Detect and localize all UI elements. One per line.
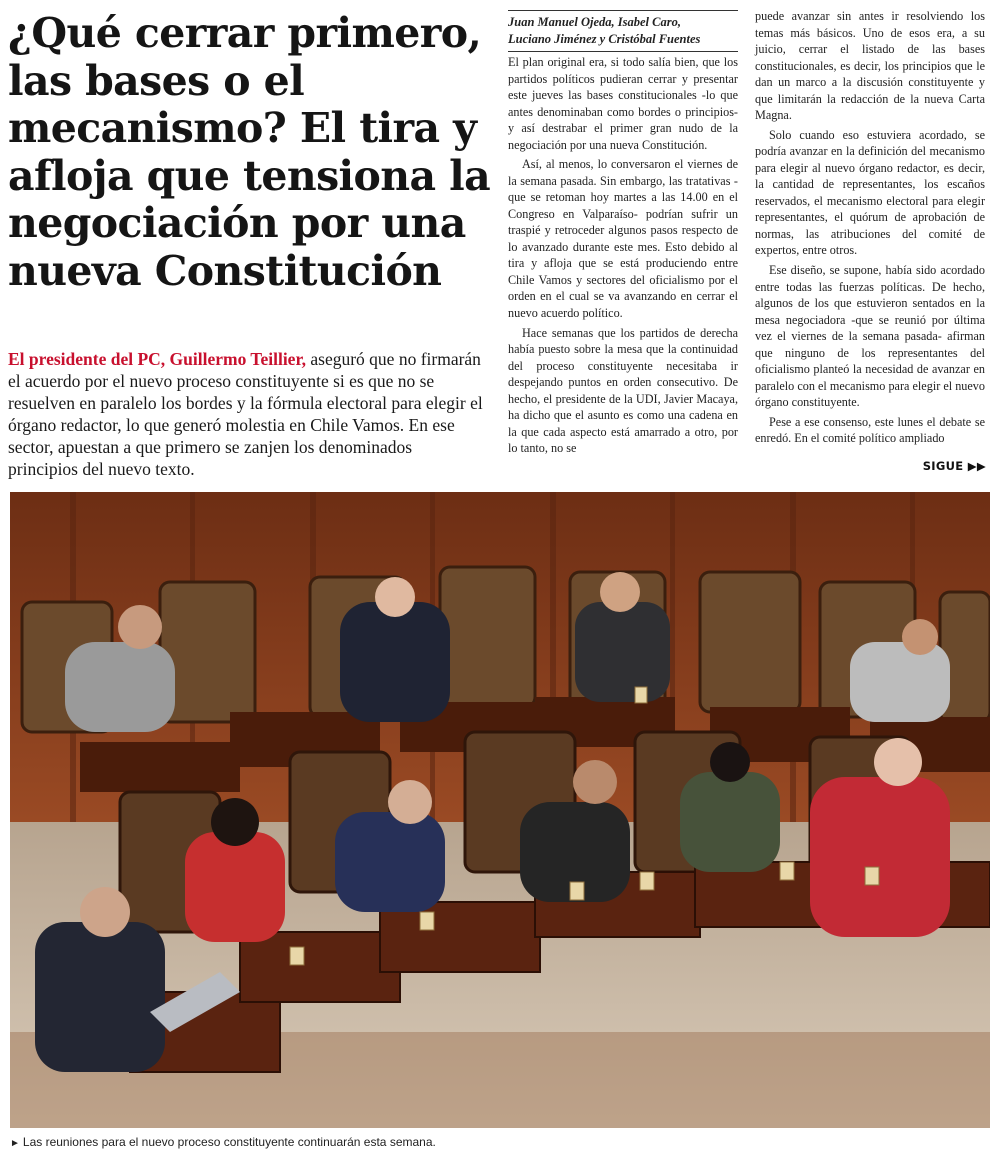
byline-authors-2: Luciano Jiménez y Cristóbal Fuentes: [508, 31, 701, 46]
body-paragraph: Solo cuando eso estuviera acordado, se podría avanzar en la definición del mecanismo para elegir al nuevo órgano redactor, es decir, la cantidad de representantes, los escaños reservados, el mecanismo electoral para elegir representantes, el quórum de aprobación de normas, las atribuciones del comité de expertos, entre otros.: [755, 127, 985, 258]
headline-line: nueva Constitución: [8, 246, 442, 295]
caption-text: Las reuniones para el nuevo proceso constituyente continuarán esta semana.: [22, 1135, 436, 1149]
byline-authors-1: Juan Manuel Ojeda, Isabel Caro,: [508, 15, 681, 29]
meeting-photo-illustration: [10, 492, 990, 1128]
body-column-1: [508, 54, 738, 460]
lede-paragraph: [8, 348, 486, 480]
meeting-photo: [10, 492, 990, 1128]
headline: [8, 10, 498, 295]
headline-line: negociación por una: [8, 199, 466, 248]
body-paragraph: Pese a ese consenso, este lunes el debate se enredó. En el comité político ampliado: [755, 414, 985, 446]
body-paragraph: El plan original era, si todo salía bien, que los partidos políticos pudieran cerrar y presentar este jueves las bases constitucionales -lo que antes denominaban como bordes o principios- y así destrabar el primer gran nudo de la negociación por una nueva Constitución.: [508, 55, 738, 152]
byline: [508, 10, 738, 52]
body-paragraph: Hace semanas que los partidos de derecha había puesto sobre la mesa que la continuidad del proceso constituyente necesitaba ir despejando puntos en orden consecutivo. De hecho, el presidente de la UDI, Javier Macaya, ha dicho que el asunto es como una cadena en la que cada aspecto está amarrado a otro, por lo tanto, no se: [508, 325, 738, 456]
body-paragraph: Ese diseño, se supone, había sido acordado entre todas las fuerzas políticas. De hecho, algunos de los que estuvieron sentados en la mesa negociadora -que se reunió por última vez el viernes de la semana pasada- afirman que ninguno de los representantes del oficialismo planteó la necesidad de avanzar en paralelo con el mecanismo para elegir el nuevo órgano constituyente.: [755, 262, 985, 410]
body-paragraph: Así, al menos, lo conversaron el viernes de la semana pasada. Sin embargo, las tratativas -que se retoman hoy martes a las 14.00 en el Congreso en Valparaíso- podrían sufrir un traspié y retroceder algunos pasos respecto de lo avanzado durante este mes. Esto debido al tira y afloja que se está produciendo entre Chile Vamos y sectores del oficialismo por el orden en el cual se va avanzando en cerrar el nuevo acuerdo político.: [508, 157, 738, 320]
lede-text: aseguró que no firmarán el acuerdo por el nuevo proceso constituyente si es que no se resuelven en paralelo los bordes y la fórmula electoral para elegir el órgano redactor, lo que generó molestia en Chile Vamos. En ese sector, apuestan a que primero se zanjen los denominados principios del nuevo texto.: [8, 349, 483, 480]
body-paragraph: puede avanzar sin antes ir resolviendo los temas más básicos. Uno de esos era, a su juicio, cerrar el listado de las bases constitucionales, es decir, los principios que le dan un marco a la discusión constituyente y que limitarán la redacción de la nueva Carta Magna.: [755, 9, 985, 123]
body-column-2: [755, 8, 985, 450]
caption-marker-icon: ►: [10, 1138, 20, 1149]
continue-marker: SIGUE ▶▶: [922, 459, 986, 473]
photo-caption: [10, 1135, 990, 1149]
headline-line: las bases o el: [8, 56, 305, 105]
lede-lead: El presidente del PC, Guillermo Teillier,: [8, 349, 306, 369]
headline-line: mecanismo? El tira y: [8, 104, 477, 153]
headline-line: afloja que tensiona la: [8, 151, 491, 200]
headline-line: ¿Qué cerrar primero,: [8, 9, 482, 57]
